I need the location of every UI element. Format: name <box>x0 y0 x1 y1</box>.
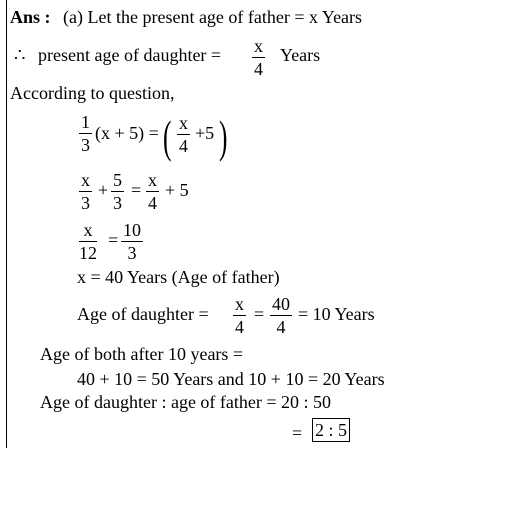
eq1-parenthesis-group <box>163 111 243 162</box>
eq9-equals: = <box>292 423 303 443</box>
fraction-denominator: 4 <box>179 136 188 156</box>
left-margin-rule <box>6 0 7 448</box>
daughter-age-fraction <box>252 37 265 78</box>
fraction-numerator: x <box>235 294 244 314</box>
eq5-fraction-40-over-4 <box>270 295 292 336</box>
eq5-fraction-x-over-4 <box>233 295 246 336</box>
eq1-plus-five: +5 <box>195 123 215 143</box>
fraction-denominator: 12 <box>79 243 97 263</box>
eq2-plus-five: + 5 <box>165 180 189 200</box>
fraction-numerator: 1 <box>81 112 90 132</box>
eq5-result: = 10 Years <box>298 304 375 324</box>
eq1-fraction-one-third <box>79 113 92 154</box>
fraction-numerator: x <box>254 36 263 56</box>
eq3-equals: = <box>108 230 119 250</box>
fraction-numerator: 5 <box>113 170 122 190</box>
left-paren: ( <box>163 111 172 162</box>
final-answer-box <box>312 421 350 439</box>
therefore-symbol: ∴ <box>14 45 26 65</box>
daughter-age-text: present age of daughter = <box>38 45 222 65</box>
eq8-ratio-statement: Age of daughter : age of father = 20 : 50 <box>40 392 332 412</box>
fraction-denominator: 4 <box>235 317 244 337</box>
fraction-denominator: 3 <box>81 135 90 155</box>
fraction-denominator: 3 <box>113 193 122 213</box>
eq2-fraction-x-over-3 <box>79 171 92 212</box>
eq2-fraction-x-over-4 <box>146 171 159 212</box>
fraction-denominator: 4 <box>148 193 157 213</box>
eq3-fraction-x-over-12 <box>79 221 97 262</box>
final-answer-ratio: 2 : 5 <box>312 418 350 442</box>
fraction-numerator: 10 <box>123 220 141 240</box>
fraction-numerator: x <box>81 170 90 190</box>
fraction-denominator: 4 <box>276 317 286 337</box>
answer-line-1 <box>10 8 362 26</box>
eq4-father-age-result: x = 40 Years (Age of father) <box>77 267 280 287</box>
right-paren: ) <box>219 111 228 162</box>
fraction-numerator: x <box>79 221 97 242</box>
fraction-numerator: x <box>148 170 157 190</box>
daughter-age-unit: Years <box>280 45 321 65</box>
fraction-denominator: 3 <box>127 243 137 263</box>
ans-label: Ans : <box>10 7 51 27</box>
eq2-plus: + <box>98 180 109 200</box>
fraction-denominator: 4 <box>254 59 263 79</box>
eq1-expression: (x + 5) = <box>95 123 159 143</box>
eq5-equals: = <box>254 304 265 324</box>
eq2-fraction-5-over-3 <box>111 171 124 212</box>
eq7-ages-computation: 40 + 10 = 50 Years and 10 + 10 = 20 Years <box>77 369 385 389</box>
fraction-numerator: 40 <box>272 294 290 314</box>
eq1-fraction-x-over-4 <box>177 114 190 155</box>
eq3-fraction-10-over-3 <box>121 221 143 262</box>
eq5-daughter-age-label: Age of daughter = <box>77 304 209 324</box>
fraction-denominator: 3 <box>81 193 90 213</box>
eq6-age-after-10-years: Age of both after 10 years = <box>40 344 244 364</box>
fraction-numerator: x <box>179 113 188 133</box>
according-to-question: According to question, <box>10 83 175 103</box>
father-age-statement: (a) Let the present age of father = x Years <box>63 7 363 27</box>
eq2-equals: = <box>131 180 142 200</box>
